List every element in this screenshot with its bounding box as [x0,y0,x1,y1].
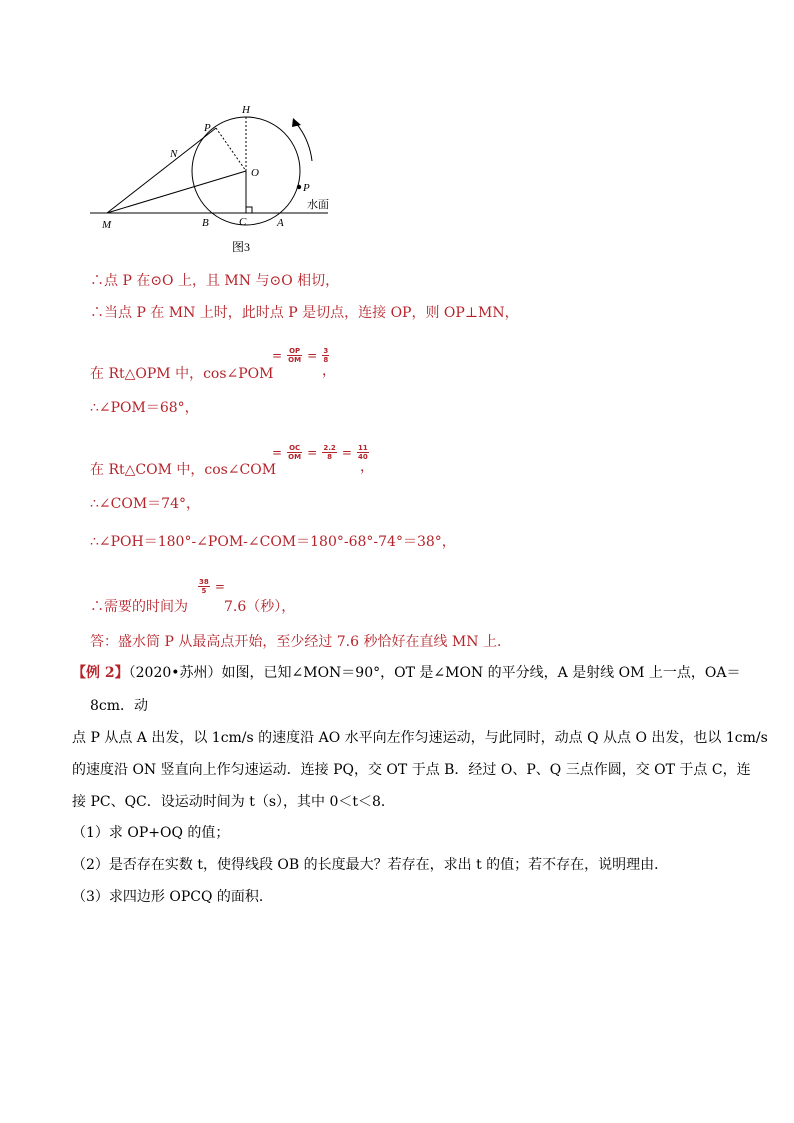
line-OP [216,128,246,171]
formula-cos-COM: = $\frac{OC}{OM}$ = $\frac{2.2}{8}$ = $\frac{11}{40}$ [272,444,368,461]
formula-cos-POM: = $\frac{OP}{OM}$ = $\frac{3}{8}$ [272,347,329,364]
example-line-4: 的速度沿 ON 竖直向上作匀速运动．连接 PQ，交 OT 于点 B．经过 O、P、Q 三点作圆，交 OT 于点 C，连 [72,762,751,778]
solution-line-7: ∴∠POH＝180°-∠POM-∠COM＝180°-68°-74°＝38°， [90,534,456,550]
solution-line-4: ∴∠POM＝68°， [90,400,199,416]
question-1: （1）求 OP+OQ 的值； [72,825,230,841]
solution-line-5: 在 Rt△COM 中，cos∠COM [90,462,277,478]
right-angle-mark [246,207,252,213]
example-line-1: （2020•苏州）如图，已知∠MON＝90°，OT 是∠MON 的平分线，A 是射线 OM 上一点，OA＝ [128,665,741,681]
solution-line-1: ∴点 P 在⊙O 上，且 MN 与⊙O 相切， [90,273,340,289]
label-M: M [102,219,112,231]
solution-line-2: ∴当点 P 在 MN 上时，此时点 P 是切点，连接 OP，则 OP⊥MN， [90,305,519,321]
solution-line-6: ∴∠COM＝74°， [90,496,200,512]
example-2-header [72,663,741,683]
comma-2: ， [360,459,374,475]
figure-caption: 图3 [232,240,251,254]
solution-line-8: ∴需要的时间为 [90,599,188,615]
question-3: （3）求四边形 OPCQ 的面积． [72,889,273,905]
line-MO [107,171,246,213]
example-tag: 【例 2】 [72,665,129,681]
example-line-3: 点 P 从点 A 出发，以 1cm/s 的速度沿 AO 水平向左作匀速运动，与此同时，动点 Q 从点 O 出发，也以 1cm/s [72,730,768,746]
line-MP [107,128,216,213]
label-A: A [277,217,284,229]
answer-line: 答：盛水筒 P 从最高点开始，至少经过 7.6 秒恰好在直线 MN 上． [90,634,511,650]
label-water: 水面 [307,199,329,211]
label-O: O [251,167,259,179]
example-line-5: 接 PC、QC．设运动时间为 t（s），其中 0＜t＜8． [72,794,395,810]
label-N: N [170,148,178,160]
question-2: （2）是否存在实数 t，使得线段 OB 的长度最大？若存在，求出 t 的值；若不存在，说明理由． [72,857,669,873]
example-line-2: 8cm．动 [90,698,149,714]
point-P-dot [297,185,301,189]
comma-1: ， [322,363,336,379]
label-P-top: P [204,122,211,134]
label-C: C [239,216,247,228]
label-B: B [202,217,209,229]
figure-3 [80,95,360,260]
label-P-right: P [303,182,310,194]
solution-line-8-result: 7.6（秒）， [224,599,296,615]
rotation-arrow [296,123,312,161]
solution-line-3: 在 Rt△OPM 中，cos∠POM [90,366,274,382]
formula-time: $\frac{38}{5}$ = [199,578,225,595]
label-H: H [242,104,250,116]
arrow-head-icon [292,118,301,127]
